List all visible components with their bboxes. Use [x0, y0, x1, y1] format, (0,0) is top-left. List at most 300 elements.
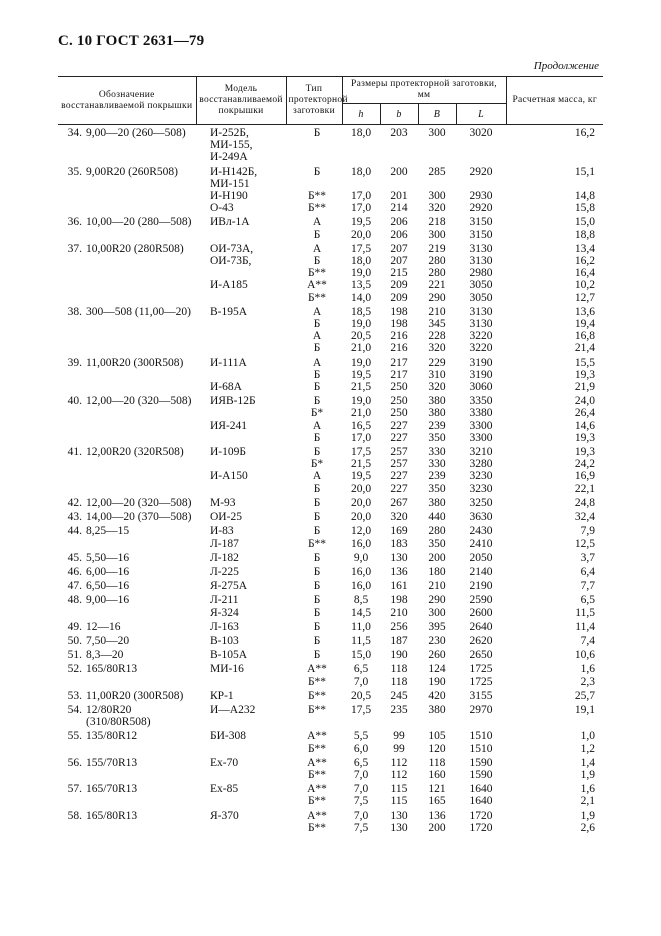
cell-h-line: 11,0 [351, 620, 371, 633]
row-number: 49. [67, 620, 82, 633]
cell-designation [58, 781, 196, 807]
cell-h-line: 7,5 [353, 821, 369, 834]
cell-L-line: 3130 [469, 255, 493, 268]
cell-b [380, 444, 418, 495]
cell-model [196, 304, 286, 355]
cell-B [418, 304, 456, 355]
cell-b [380, 164, 418, 215]
cell-L-line: 3130 [469, 242, 493, 255]
cell-h-line: 17,0 [350, 202, 372, 215]
cell-model-line: МИ-155, [210, 139, 253, 152]
cell-type [286, 125, 342, 164]
cell-b-line: 227 [390, 482, 408, 495]
cell-mass-line: 26,4 [574, 407, 595, 420]
cell-model [196, 125, 286, 164]
cell-type [286, 444, 342, 495]
cell-model-line: М-93 [210, 496, 236, 509]
cell-type-line: Б [313, 620, 321, 633]
cell-model-line: И-А185 [210, 279, 248, 292]
row-number: 48. [67, 594, 82, 607]
cell-model [196, 755, 286, 781]
cell-mass-line: 10,2 [574, 279, 595, 292]
cell-h-line: 7,5 [353, 795, 369, 808]
cell-h-line: 21,0 [350, 407, 372, 420]
cell-B-line: 219 [428, 242, 446, 255]
table-row [58, 523, 603, 549]
cell-h-line: 20,5 [350, 330, 372, 343]
cell-mass-line [508, 178, 595, 190]
cell-type [286, 647, 342, 661]
tire-designation: 5,50—16 [86, 551, 130, 564]
cell-type-line: Б [313, 606, 321, 619]
cell-h-line: 16,5 [350, 419, 372, 432]
cell-mass [506, 633, 603, 647]
cell-type-line: Б** [307, 703, 327, 716]
cell-L-line: 1510 [469, 742, 493, 755]
cell-B [418, 661, 456, 687]
cell-type [286, 688, 342, 702]
cell-B [418, 578, 456, 592]
cell-h-line: 16,0 [350, 537, 372, 550]
cell-b [380, 241, 418, 304]
cell-mass-line: 16,9 [574, 470, 595, 483]
tire-designation: (310/80R508) [86, 716, 151, 729]
cell-b-line [382, 178, 416, 190]
cell-type-line: Б [313, 318, 321, 331]
cell-mass-line: 2,1 [580, 795, 595, 808]
cell-type [286, 304, 342, 355]
cell-b-line: 161 [390, 580, 408, 593]
cell-model-line: И-68А [210, 381, 242, 394]
tire-designation: 8,25—15 [86, 525, 130, 538]
cell-designation [58, 444, 196, 495]
tire-designation: 12,00R20 (320R508) [86, 446, 184, 459]
cell-b [380, 564, 418, 578]
cell-type-line: Б [313, 482, 321, 495]
cell-type-line: А** [307, 730, 327, 743]
cell-B-line: 229 [428, 356, 446, 369]
cell-h-line: 7,0 [353, 675, 369, 688]
cell-L [456, 355, 506, 394]
cell-model-line: Я-275А [210, 580, 248, 593]
cell-b [380, 355, 418, 394]
cell-model-line [210, 407, 284, 419]
cell-B-line: 221 [428, 279, 446, 292]
col-header-b: b [380, 104, 418, 125]
cell-B-line: 330 [428, 446, 446, 459]
cell-mass-line: 6,4 [580, 565, 595, 578]
cell-b-line: 245 [390, 689, 408, 702]
cell-model-line: БИ-308 [210, 730, 246, 743]
cell-h-line: 6,5 [353, 756, 369, 769]
cell-h-line: 7,0 [353, 809, 369, 822]
cell-model-line: О-43 [210, 202, 234, 215]
cell-b-line: 209 [390, 291, 408, 304]
cell-mass-line: 12,5 [574, 537, 595, 550]
cell-B-line: 280 [428, 525, 446, 538]
cell-mass-line: 11,5 [575, 606, 595, 619]
cell-L-line: 3190 [469, 356, 493, 369]
cell-type-line: Б [313, 255, 321, 268]
cell-designation [58, 619, 196, 633]
cell-mass-line: 24,8 [574, 496, 595, 509]
cell-B [418, 214, 456, 240]
cell-model [196, 808, 286, 834]
cell-mass-line: 6,5 [580, 594, 595, 607]
cell-L [456, 241, 506, 304]
cell-model-line: ИВл-1А [210, 216, 250, 229]
cell-L-line: 2920 [469, 165, 493, 178]
cell-h-line: 19,0 [350, 356, 372, 369]
cell-type-line: Б [313, 525, 321, 538]
cell-B-line: 395 [428, 620, 446, 633]
cell-b-line: 250 [390, 407, 408, 420]
cell-mass [506, 550, 603, 564]
cell-model-line: МИ-151 [210, 177, 250, 190]
cell-L [456, 728, 506, 754]
tire-designation: 165/80R13 [86, 663, 138, 676]
cell-h-line: 21,5 [350, 458, 372, 471]
cell-mass [506, 755, 603, 781]
cell-b-line: 169 [390, 525, 408, 538]
cell-mass [506, 509, 603, 523]
cell-type-line: Б** [307, 267, 327, 280]
row-number: 39. [67, 356, 82, 369]
cell-b-line: 99 [393, 742, 405, 755]
cell-type-line: Б [313, 228, 321, 241]
cell-B-line: 350 [428, 482, 446, 495]
cell-mass [506, 702, 603, 728]
cell-mass-line: 16,2 [574, 255, 595, 268]
cell-type [286, 808, 342, 834]
cell-type-line: А [312, 330, 322, 343]
cell-b [380, 592, 418, 618]
cell-type-line: Б [313, 551, 321, 564]
cell-mass-line: 1,2 [580, 742, 595, 755]
cell-L-line: 3630 [469, 511, 493, 524]
cell-mass-line: 1,4 [580, 756, 595, 769]
col-header-sizes: Размеры протекторной заготовки, мм [342, 77, 506, 104]
cell-L [456, 164, 506, 215]
cell-h-line: 19,0 [350, 267, 372, 280]
cell-b-line: 118 [390, 675, 408, 688]
cell-b [380, 550, 418, 564]
cell-mass [506, 241, 603, 304]
cell-b-line: 206 [390, 216, 408, 229]
cell-L [456, 495, 506, 509]
cell-type-line: Б [313, 165, 321, 178]
cell-L-line: 2140 [469, 565, 493, 578]
tire-designation: 135/80R12 [86, 730, 138, 743]
cell-type [286, 523, 342, 549]
cell-b-line: 227 [390, 470, 408, 483]
tire-designation: 11,00R20 (300R508) [86, 689, 184, 702]
cell-designation [58, 647, 196, 661]
cell-type [286, 564, 342, 578]
cell-mass-line: 21,9 [574, 381, 595, 394]
col-header-type: Тип протекторной заготовки [286, 77, 342, 125]
cell-mass [506, 619, 603, 633]
cell-B-line: 121 [428, 783, 446, 796]
cell-designation [58, 564, 196, 578]
cell-h-line: 19,5 [350, 470, 372, 483]
page-header-title: С. 10 ГОСТ 2631—79 [58, 33, 205, 49]
cell-b-line: 267 [390, 496, 408, 509]
cell-L-line: 3230 [469, 482, 493, 495]
cell-B-line: 300 [428, 606, 446, 619]
cell-model-line: Ex-70 [210, 756, 239, 769]
tire-designation: 12/80R20 [86, 703, 132, 716]
cell-type-line: А** [307, 783, 327, 796]
cell-B [418, 619, 456, 633]
cell-type-line: Б [313, 511, 321, 524]
cell-mass-line: 24,0 [574, 395, 595, 408]
cell-mass [506, 495, 603, 509]
cell-h [342, 523, 380, 549]
cell-L [456, 509, 506, 523]
cell-h-line: 7,0 [353, 783, 369, 796]
cell-L-line: 3020 [469, 127, 493, 139]
cell-L [456, 592, 506, 618]
cell-B-line: 380 [428, 496, 446, 509]
cell-type [286, 550, 342, 564]
table-row [58, 164, 603, 215]
cell-B-line: 350 [428, 537, 446, 550]
cell-B [418, 523, 456, 549]
cell-L [456, 755, 506, 781]
cell-model [196, 495, 286, 509]
tread-blank-table [58, 76, 603, 834]
cell-L [456, 633, 506, 647]
table-row [58, 647, 603, 661]
cell-mass-line: 1,6 [580, 663, 595, 676]
cell-mass [506, 728, 603, 754]
cell-b-line: 99 [393, 730, 405, 743]
cell-type-line: Б [313, 381, 321, 394]
cell-B [418, 241, 456, 304]
cell-B-line: 190 [428, 675, 446, 688]
cell-mass-line: 24,2 [574, 458, 595, 471]
cell-h-line: 5,5 [353, 730, 369, 743]
cell-L-line: 3300 [469, 419, 493, 432]
cell-b [380, 393, 418, 444]
cell-type-line: Б** [307, 689, 327, 702]
cell-type-line: Б** [307, 537, 327, 550]
cell-L-line: 1590 [469, 768, 493, 781]
cell-b [380, 578, 418, 592]
cell-B [418, 702, 456, 728]
cell-type-line: Б [313, 446, 321, 459]
cell-type-line: Б [313, 594, 321, 607]
cell-model [196, 550, 286, 564]
cell-b-line: 214 [390, 202, 408, 215]
cell-type-line: Б [313, 368, 321, 381]
cell-model [196, 393, 286, 444]
cell-mass-line: 7,9 [580, 525, 595, 538]
cell-mass-line: 15,1 [574, 165, 595, 178]
cell-mass-line: 22,1 [574, 482, 595, 495]
cell-mass-line: 16,4 [574, 267, 595, 280]
cell-L [456, 619, 506, 633]
cell-b [380, 523, 418, 549]
cell-h [342, 241, 380, 304]
cell-type-line: Б** [307, 202, 327, 215]
table-row [58, 781, 603, 807]
row-number: 44. [67, 525, 82, 538]
cell-L-line: 2650 [469, 649, 493, 662]
cell-model [196, 241, 286, 304]
cell-mass-line: 15,5 [574, 356, 595, 369]
cell-type-line: Б [313, 127, 321, 139]
cell-L-line: 2050 [469, 551, 493, 564]
cell-h [342, 755, 380, 781]
cell-mass-line: 15,8 [574, 202, 595, 215]
cell-designation [58, 633, 196, 647]
cell-b-line: 112 [390, 756, 408, 769]
cell-model-line: Я-324 [210, 606, 239, 619]
cell-designation [58, 509, 196, 523]
cell-type-line: Б** [307, 675, 327, 688]
cell-model-line: Я-370 [210, 809, 239, 822]
cell-L-line: 1725 [469, 663, 493, 676]
cell-mass-line: 1,0 [580, 730, 595, 743]
cell-h-line: 19,0 [350, 318, 372, 331]
table-row [58, 550, 603, 564]
cell-designation [58, 592, 196, 618]
table-row [58, 509, 603, 523]
cell-type-line [294, 178, 340, 190]
cell-B-line: 320 [428, 342, 446, 355]
cell-b-line: 210 [390, 606, 408, 619]
tire-designation: 9,00—16 [86, 594, 130, 607]
cell-b [380, 304, 418, 355]
cell-B [418, 509, 456, 523]
cell-type-line: А [312, 470, 322, 483]
cell-b [380, 702, 418, 728]
cell-L [456, 523, 506, 549]
table-row [58, 355, 603, 394]
cell-model-line: ИЯ-241 [210, 419, 248, 432]
cell-model [196, 781, 286, 807]
cell-type [286, 509, 342, 523]
cell-h [342, 688, 380, 702]
cell-type-line: Б [313, 342, 321, 355]
cell-h [342, 578, 380, 592]
cell-mass-line: 15,0 [574, 216, 595, 229]
cell-model-line [210, 369, 284, 381]
cell-B-line: 230 [428, 634, 446, 647]
cell-b [380, 633, 418, 647]
cell-mass-line: 2,6 [580, 821, 595, 834]
cell-b [380, 688, 418, 702]
continuation-label: Продолжение [533, 60, 599, 72]
cell-mass [506, 444, 603, 495]
table-row [58, 661, 603, 687]
cell-B [418, 444, 456, 495]
cell-type-line: Б** [307, 291, 327, 304]
cell-designation [58, 728, 196, 754]
cell-L [456, 393, 506, 444]
cell-designation [58, 393, 196, 444]
row-number: 55. [67, 730, 82, 743]
cell-L-line: 1590 [469, 756, 493, 769]
cell-b-line: 257 [390, 446, 408, 459]
cell-B-line: 136 [428, 809, 446, 822]
cell-type [286, 702, 342, 728]
cell-B-line: 180 [428, 565, 446, 578]
cell-B-line: 320 [428, 202, 446, 215]
cell-model [196, 592, 286, 618]
table-row [58, 592, 603, 618]
cell-type-line: Б** [307, 768, 327, 781]
cell-L-line: 1510 [469, 730, 493, 743]
cell-h [342, 661, 380, 687]
cell-h-line: 12,0 [350, 525, 372, 538]
cell-h-line: 19,0 [350, 395, 372, 408]
cell-type [286, 619, 342, 633]
cell-model-line: В-195А [210, 305, 248, 318]
row-number: 35. [67, 165, 82, 178]
cell-designation [58, 688, 196, 702]
cell-B [418, 550, 456, 564]
cell-B-line: 120 [428, 742, 446, 755]
cell-h-line: 19,5 [350, 368, 372, 381]
cell-h [342, 214, 380, 240]
row-number: 37. [67, 242, 82, 255]
cell-b-line: 216 [390, 342, 408, 355]
tire-designation: 10,00R20 (280R508) [86, 242, 184, 255]
cell-h [342, 633, 380, 647]
cell-B [418, 125, 456, 164]
cell-h-line: 20,0 [350, 228, 372, 241]
cell-mass [506, 355, 603, 394]
table-row [58, 755, 603, 781]
cell-model-line: В-105А [210, 649, 248, 662]
cell-type-line: А** [307, 756, 327, 769]
cell-h-line [344, 178, 378, 190]
cell-B [418, 495, 456, 509]
cell-h-line: 18,0 [350, 127, 372, 139]
cell-type [286, 633, 342, 647]
cell-mass [506, 592, 603, 618]
cell-h [342, 495, 380, 509]
cell-type-line: Б [313, 395, 321, 408]
cell-type-line: Б [313, 496, 321, 509]
cell-h [342, 808, 380, 834]
table-row [58, 578, 603, 592]
cell-h [342, 444, 380, 495]
cell-B-line: 290 [428, 291, 446, 304]
cell-L-line: 3250 [469, 496, 493, 509]
cell-h-line: 13,5 [350, 279, 372, 292]
cell-h-line: 20,5 [350, 689, 372, 702]
cell-B-line: 350 [428, 431, 446, 444]
row-number: 45. [67, 551, 82, 564]
cell-b-line: 207 [390, 255, 408, 268]
cell-h-line: 8,5 [353, 594, 369, 607]
cell-h-line: 16,0 [350, 565, 372, 578]
tire-designation: 7,50—20 [86, 634, 130, 647]
cell-mass-line: 25,7 [574, 689, 595, 702]
cell-model-line: И-83 [210, 525, 234, 538]
cell-L-line: 2590 [469, 594, 493, 607]
tire-designation: 165/70R13 [86, 783, 138, 796]
cell-type-line: Б* [310, 458, 324, 471]
cell-b [380, 495, 418, 509]
cell-h-line: 17,5 [350, 242, 372, 255]
cell-B-line: 260 [428, 649, 446, 662]
cell-type-line: Б [313, 649, 321, 662]
